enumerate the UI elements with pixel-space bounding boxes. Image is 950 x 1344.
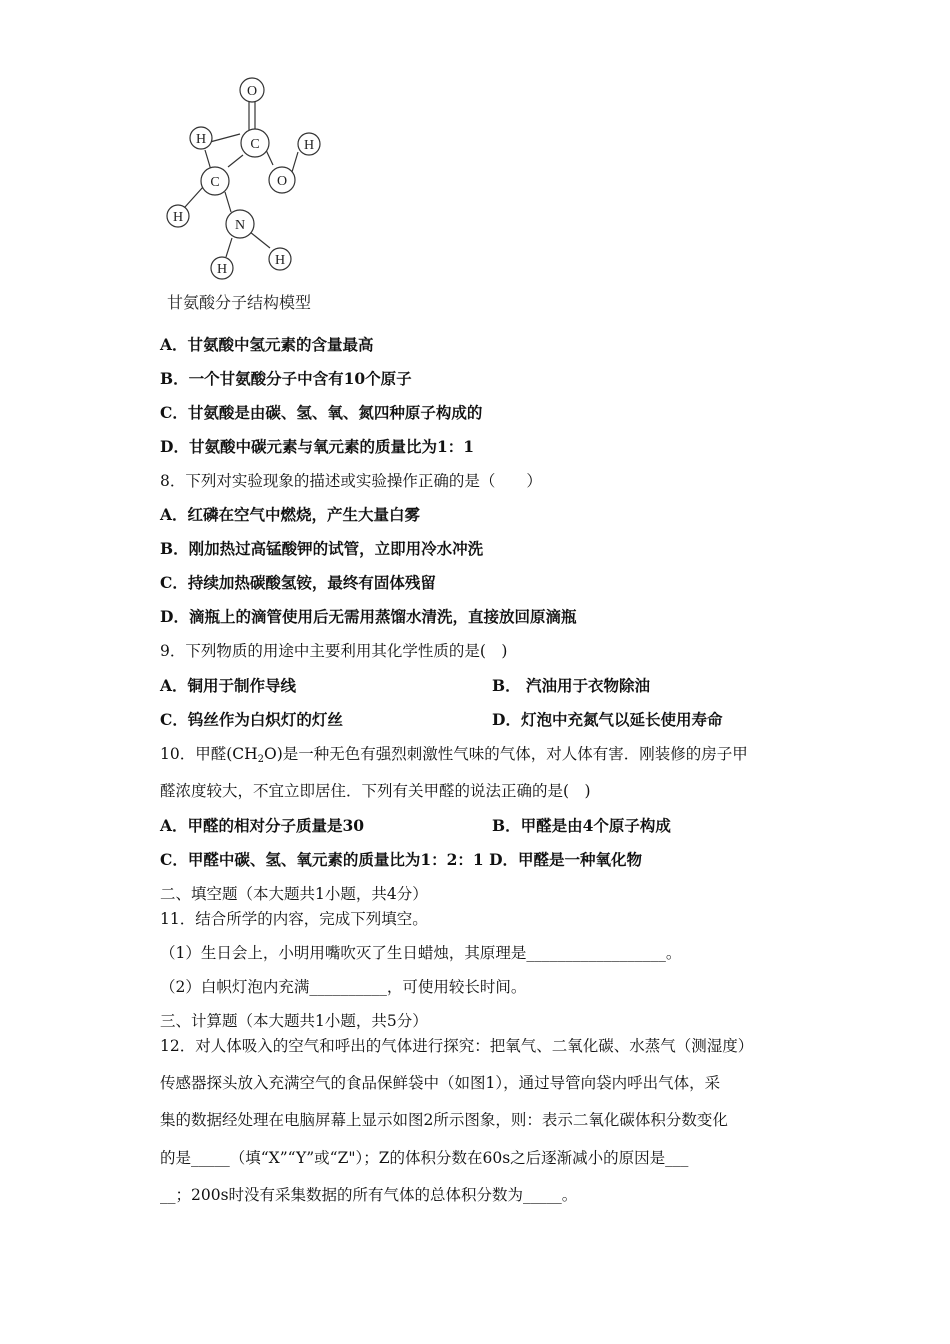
atom-label: N bbox=[234, 218, 246, 233]
q8-option-a: A．红磷在空气中燃烧，产生大量白雾 bbox=[160, 505, 421, 524]
atom-label: O bbox=[276, 174, 288, 189]
q9-option-c: C．钨丝作为白炽灯的灯丝 bbox=[160, 710, 343, 729]
q9-stem: 9．下列物质的用途中主要利用其化学性质的是( ) bbox=[160, 642, 508, 660]
section2-title: 二、填空题（本大题共1小题，共4分） bbox=[160, 885, 428, 903]
q8-option-c: C．持续加热碳酸氢铵，最终有固体残留 bbox=[160, 573, 436, 592]
q12-line-2: 传感器探头放入充满空气的食品保鲜袋中（如图1），通过导管向袋内呼出气体，采 bbox=[160, 1074, 721, 1092]
q7-option-d: D．甘氨酸中碳元素与氧元素的质量比为1：1 bbox=[160, 437, 475, 456]
glycine-structure-diagram bbox=[158, 70, 338, 320]
atom-label: H bbox=[274, 253, 286, 268]
q10-stem-part2: O)是一种无色有强烈刺激性气味的气体，对人体有害．刚装修的房子甲 bbox=[264, 745, 748, 763]
atom-label: H bbox=[195, 132, 207, 147]
q10-stem-line2: 醛浓度较大，不宜立即居住．下列有关甲醛的说法正确的是( ) bbox=[160, 782, 591, 800]
q10-option-a: A．甲醛的相对分子质量是30 bbox=[160, 816, 365, 835]
section3-title: 三、计算题（本大题共1小题，共5分） bbox=[160, 1012, 428, 1030]
figure-caption: 甘氨酸分子结构模型 bbox=[167, 293, 312, 312]
atom-label: H bbox=[303, 138, 315, 153]
q11-part1: （1）生日会上，小明用嘴吹灭了生日蜡烛，其原理是__________________。 bbox=[160, 944, 682, 962]
q7-option-b: B．一个甘氨酸分子中含有10个原子 bbox=[160, 369, 412, 388]
atom-label: H bbox=[172, 210, 184, 225]
q9-option-d: D．灯泡中充氮气以延长使用寿命 bbox=[492, 710, 723, 729]
q8-option-b: B．刚加热过高锰酸钾的试管，立即用冷水冲洗 bbox=[160, 539, 484, 558]
q10-stem-line1 bbox=[160, 744, 748, 770]
q10-option-cd: C．甲醛中碳、氢、氧元素的质量比为1：2：1 D．甲醛是一种氧化物 bbox=[160, 850, 643, 869]
q12-line-1: 12．对人体吸入的空气和呼出的气体进行探究：把氧气、二氧化碳、水蒸气（测湿度） bbox=[160, 1037, 754, 1055]
atom-label: O bbox=[246, 84, 258, 99]
q10-option-b: B．甲醛是由4个原子构成 bbox=[492, 816, 671, 835]
q10-stem-subscript: 2 bbox=[257, 754, 265, 765]
atom-label: C bbox=[210, 175, 220, 190]
q12-line-3: 集的数据经处理在电脑屏幕上显示如图2所示图象，则：表示二氧化碳体积分数变化 bbox=[160, 1111, 728, 1129]
q7-option-a: A．甘氨酸中氢元素的含量最高 bbox=[160, 335, 374, 354]
q11-part2: （2）白帜灯泡内充满__________，可使用较长时间。 bbox=[160, 978, 527, 996]
q9-option-a: A．铜用于制作导线 bbox=[160, 676, 297, 695]
atom-label: H bbox=[216, 262, 228, 277]
q8-stem: 8．下列对实验现象的描述或实验操作正确的是（ ） bbox=[160, 472, 542, 490]
q10-stem-part1: 10．甲醛(CH bbox=[160, 745, 258, 763]
q12-line-5: __；200s时没有采集数据的所有气体的总体积分数为_____。 bbox=[160, 1186, 578, 1204]
q9-option-b: B． 汽油用于衣物除油 bbox=[492, 676, 650, 695]
q7-option-c: C．甘氨酸是由碳、氢、氧、氮四种原子构成的 bbox=[160, 403, 483, 422]
q12-line-4: 的是_____（填“X”“Y”或“Z"）；Z的体积分数在60s之后逐渐减小的原因是___ bbox=[160, 1149, 689, 1167]
q8-option-d: D．滴瓶上的滴管使用后无需用蒸馏水清洗，直接放回原滴瓶 bbox=[160, 607, 577, 626]
atom-label: C bbox=[250, 137, 260, 152]
q11-stem: 11．结合所学的内容，完成下列填空。 bbox=[160, 910, 428, 928]
